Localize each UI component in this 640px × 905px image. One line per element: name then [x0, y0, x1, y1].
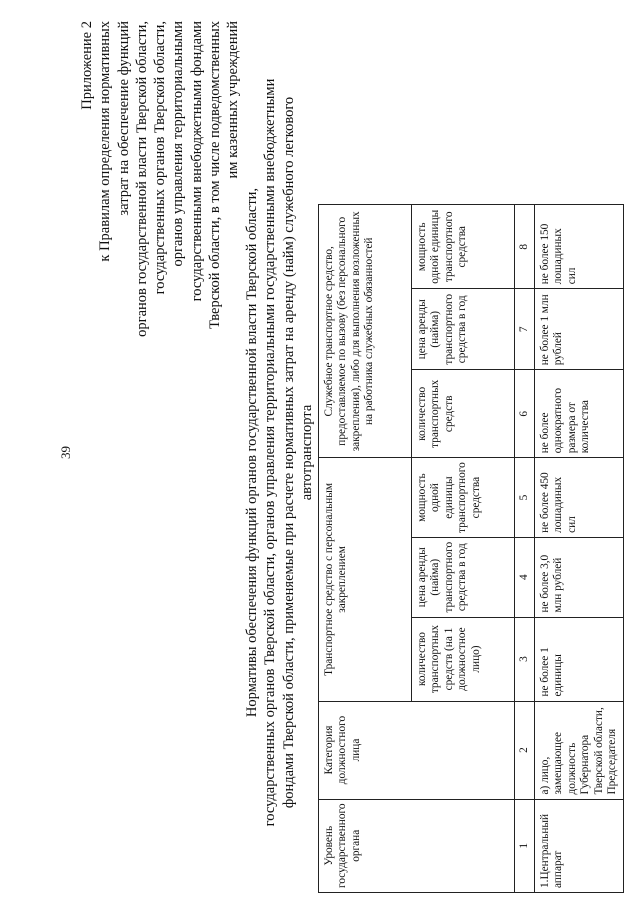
- column-number: 7: [515, 289, 535, 370]
- header-call-group: Служебное транспортное средство, предоставляемое по вызову (без персонального закрепления), либо для выполнения возложенных на работника служебных обязанностей: [319, 205, 412, 458]
- row-level: 1.Центральный аппарат: [535, 799, 624, 892]
- subheader-call-power: мощность одной единицы транспортного средства: [412, 205, 515, 289]
- title-line: Нормативы обеспечения функций органов государственной власти Тверской области,: [244, 187, 260, 718]
- page-number: 39: [58, 446, 73, 459]
- column-number: 8: [515, 205, 535, 289]
- column-number: 5: [515, 458, 535, 538]
- header-category: Категория должностного лица: [319, 701, 515, 799]
- appendix-line: к Правилам определения нормативных: [97, 21, 114, 262]
- appendix-line: государственными внебюджетными фондами: [188, 21, 205, 302]
- title-line: фондами Тверской области, применяемые при расчете нормативных затрат на аренду (найм) служебного легкового: [280, 96, 297, 809]
- document-title: [243, 0, 316, 905]
- row-call-quantity: не более однократного размера от количества: [535, 370, 624, 458]
- row-call-price: не более 1 млн рублей: [535, 289, 624, 370]
- subheader-personal-power: мощность одной единицы транспортного средства: [412, 458, 515, 538]
- appendix-line: органов государственной власти Тверской области,: [133, 21, 150, 337]
- appendix-line: им казенных учреждений: [225, 21, 242, 179]
- column-number: 2: [515, 701, 535, 799]
- column-number: 1: [515, 799, 535, 892]
- subheader-call-price: цена аренды (найма) транспортного средства в год: [412, 289, 515, 370]
- subheader-personal-price: цена аренды (найма) транспортного средства в год: [412, 537, 515, 617]
- appendix-line: затрат на обеспечение функций: [115, 21, 132, 216]
- appendix-line: органов управления территориальными: [170, 21, 187, 267]
- row-category: а) лицо, замещающее должность Губернатора Тверской области, Председателя: [535, 701, 624, 799]
- header-personal-group: Транспортное средство с персональным закреплением: [319, 458, 412, 701]
- column-number: 6: [515, 370, 535, 458]
- title-line: государственных органов Тверской области, органов управления территориальными государственными внебюджетными: [262, 78, 279, 827]
- norms-table: [318, 204, 624, 893]
- subheader-call-quantity: количество транспортных средств: [412, 370, 515, 458]
- appendix-line: государственных органов Тверской области,: [152, 21, 169, 295]
- appendix-note: [78, 21, 243, 339]
- row-personal-quantity: не более 1 единицы: [535, 617, 624, 701]
- appendix-line: Тверской области, в том числе подведомственных: [207, 21, 224, 329]
- header-level: Уровень государственного органа: [319, 799, 515, 892]
- appendix-line: Приложение 2: [79, 21, 95, 110]
- subheader-personal-quantity: количество транспортных средств (на 1 должностное лицо): [412, 617, 515, 701]
- title-line: автотранспорта: [298, 404, 315, 501]
- column-number: 3: [515, 617, 535, 701]
- row-personal-price: не более 3,0 млн рублей: [535, 537, 624, 617]
- column-number-row: [515, 205, 535, 893]
- table-row: [535, 205, 624, 893]
- row-call-power: не более 150 лошадиных сил: [535, 205, 624, 289]
- column-number: 4: [515, 537, 535, 617]
- row-personal-power: не более 450 лошадиных сил: [535, 458, 624, 538]
